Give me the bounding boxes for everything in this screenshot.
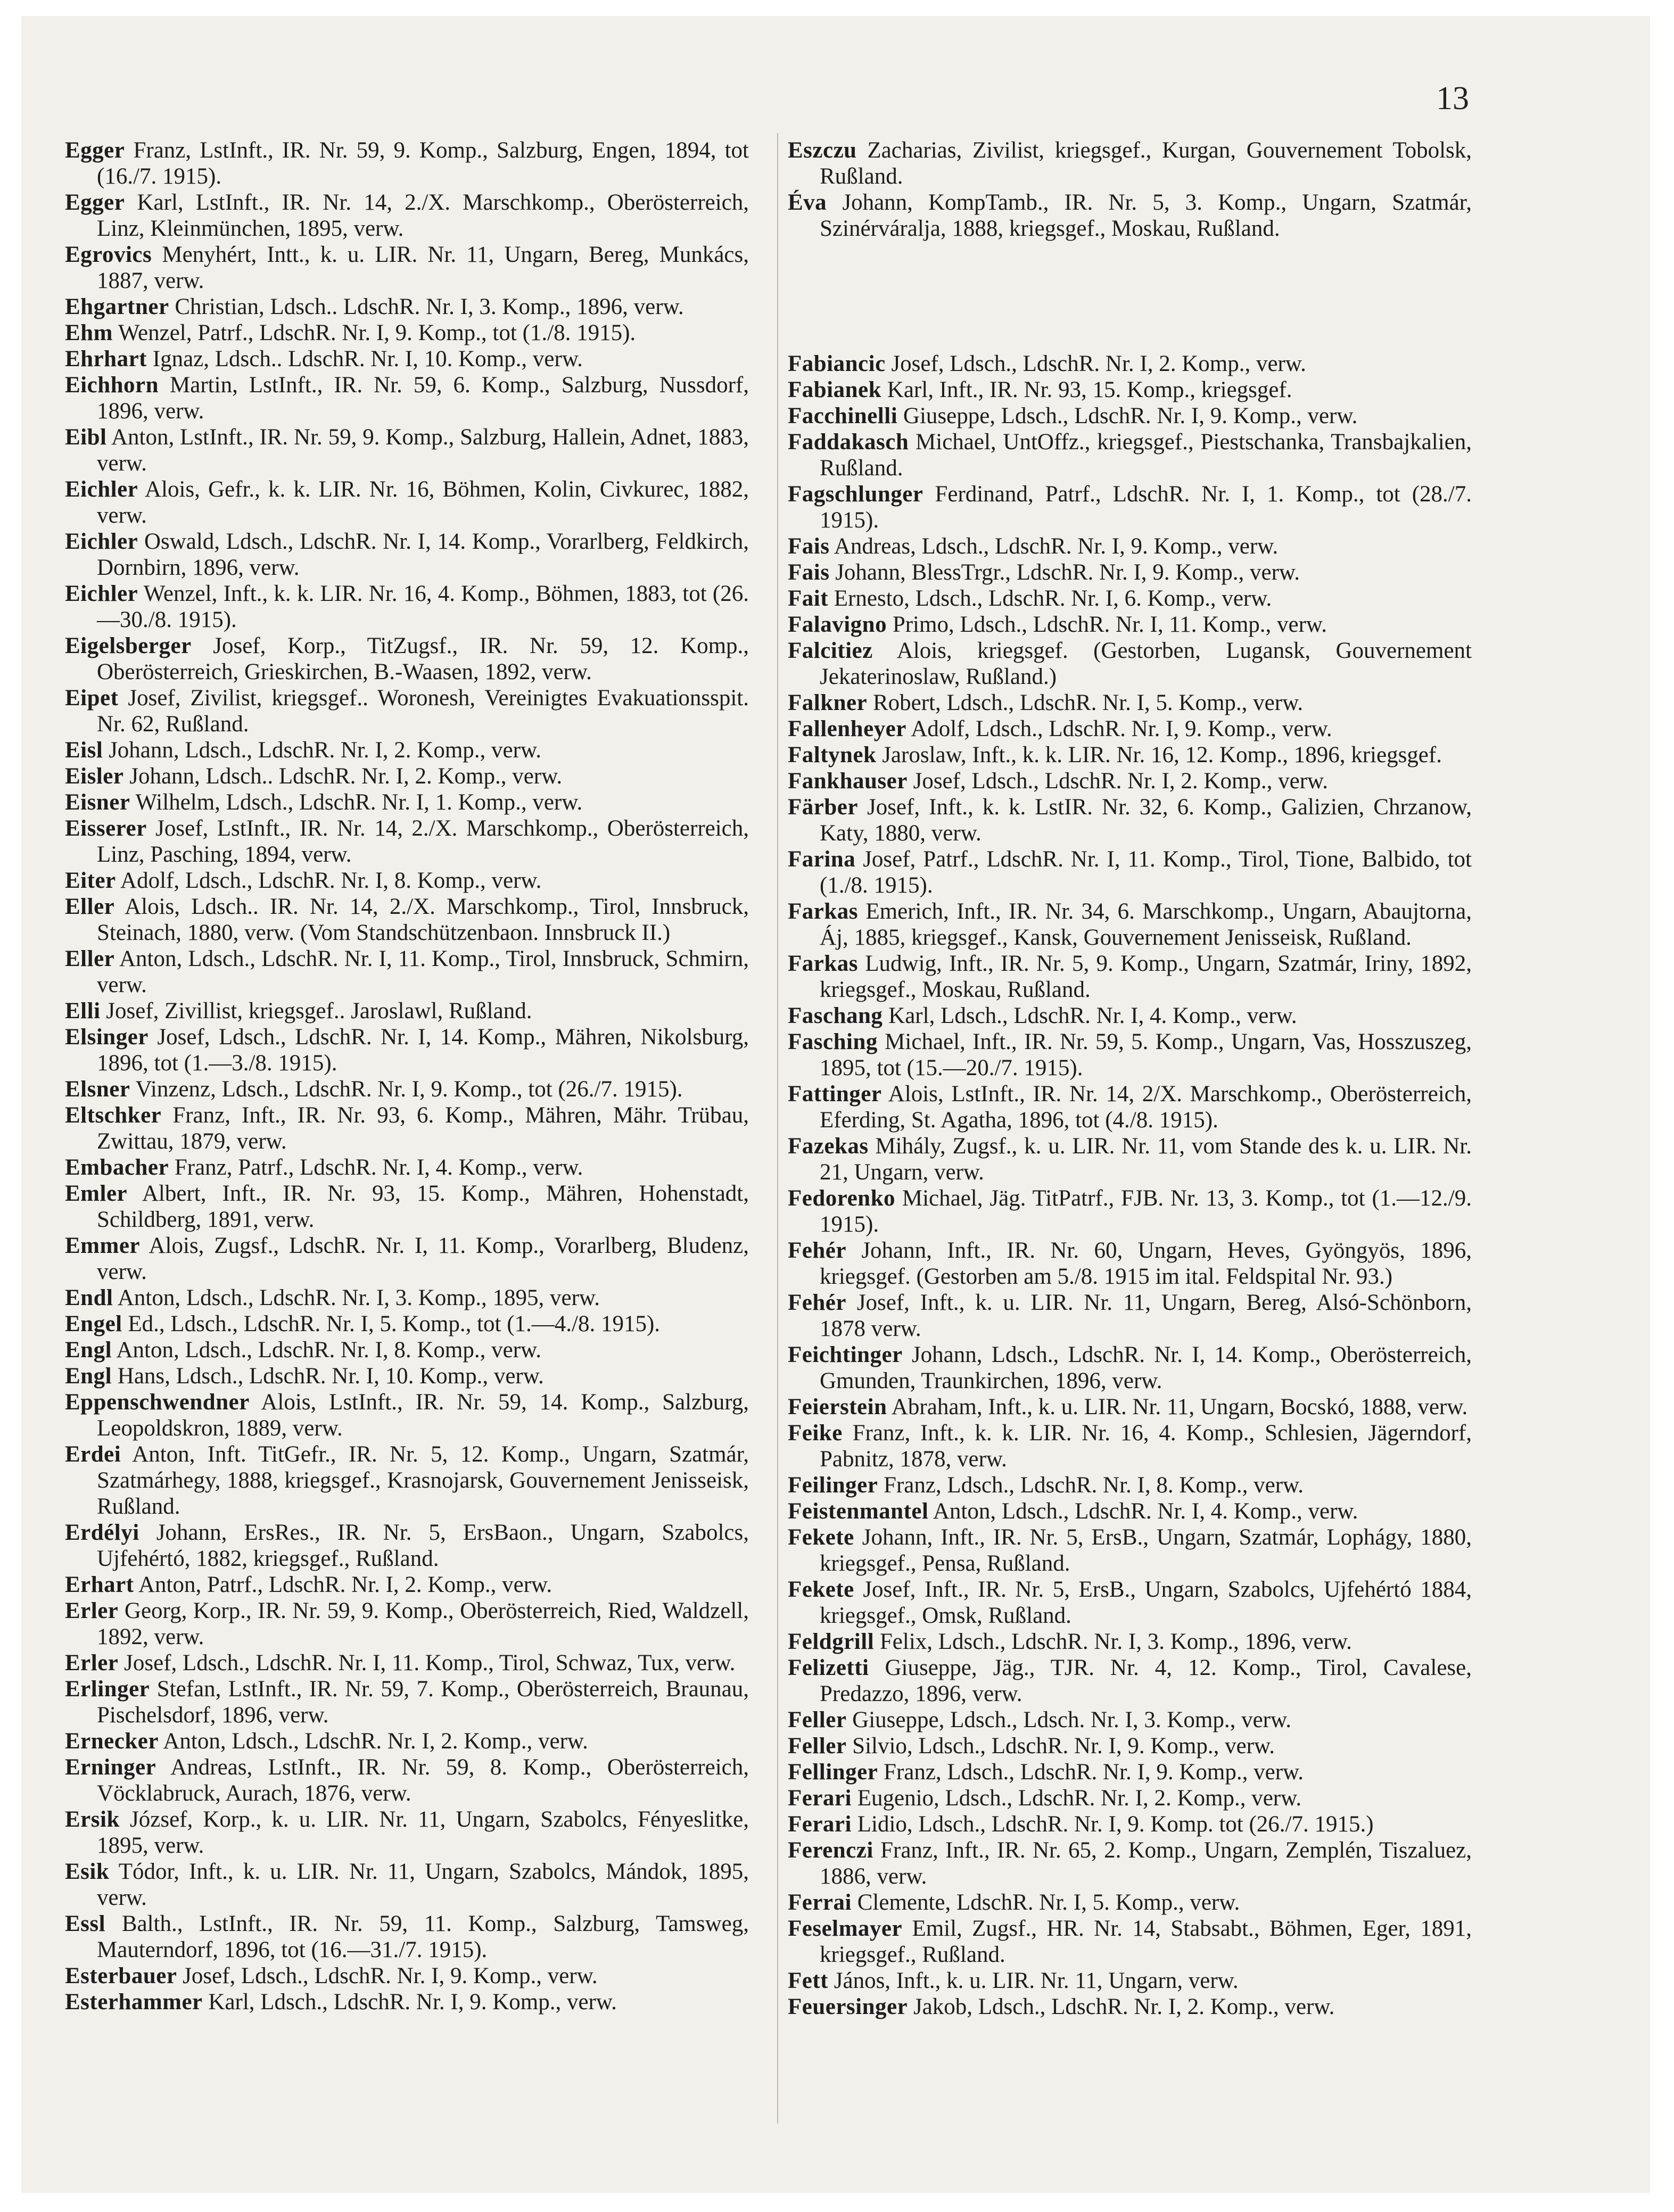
list-item (65, 242, 749, 294)
list-item (65, 1676, 749, 1728)
entry-details: Andreas, LstInft., IR. Nr. 59, 8. Komp., Oberösterreich, Vöcklabruck, Aurach, 1876, verw. (97, 1755, 749, 1806)
entry-surname: Farina (788, 847, 856, 872)
entry-surname: Feller (788, 1707, 847, 1732)
entry-details: Johann, KompTamb., IR. Nr. 5, 3. Komp., Ungarn, Szatmár, Szinérváralja, 1888, kriegsgef., Moskau, Rußland. (820, 190, 1472, 241)
list-item (788, 429, 1472, 481)
list-item (788, 1785, 1472, 1811)
entry-details: Josef, Ldsch., LdschR. Nr. I, 2. Komp., verw. (891, 351, 1306, 376)
entry-details: Ernesto, Ldsch., LdschR. Nr. I, 6. Komp., verw. (834, 586, 1272, 611)
entry-surname: Erlinger (65, 1677, 150, 1702)
entry-details: Ed., Ldsch., LdschR. Nr. I, 5. Komp., tot (1.—4./8. 1915). (128, 1311, 661, 1336)
entry-details: Adolf, Ldsch., LdschR. Nr. I, 8. Komp., verw. (120, 868, 542, 893)
entry-surname: Eibl (65, 425, 107, 450)
entry-surname: Fasching (788, 1029, 878, 1054)
list-item (788, 612, 1472, 638)
entry-details: Martin, LstInft., IR. Nr. 59, 6. Komp., Salzburg, Nussdorf, 1896, verw. (97, 373, 749, 424)
entry-surname: Fabiancic (788, 351, 886, 376)
entry-surname: Eisserer (65, 816, 147, 841)
list-item (65, 1337, 749, 1363)
entry-details: Alois, kriegsgef. (Gestorben, Lugansk, Gouvernement Jekaterinoslaw, Rußland.) (820, 638, 1472, 689)
entry-surname: Fekete (788, 1525, 854, 1550)
entry-surname: Ehm (65, 320, 113, 345)
list-item (65, 1806, 749, 1859)
entry-details: Lidio, Ldsch., LdschR. Nr. I, 9. Komp. tot (26./7. 1915.) (857, 1812, 1374, 1837)
list-item (65, 633, 749, 685)
entry-details: Emerich, Inft., IR. Nr. 34, 6. Marschkomp., Ungarn, Abaujtorna, Áj, 1885, kriegsgef., Kansk, Gouvernement Jenisseisk, Rußland. (820, 899, 1472, 950)
entry-surname: Ferenczi (788, 1838, 873, 1863)
list-item (788, 1733, 1472, 1759)
entry-details: Alois, LstInft., IR. Nr. 59, 14. Komp., Salzburg, Leopoldskron, 1889, verw. (97, 1390, 749, 1441)
entry-details: Adolf, Ldsch., LdschR. Nr. I, 9. Komp., verw. (911, 716, 1332, 741)
entry-details: Oswald, Ldsch., LdschR. Nr. I, 14. Komp., Vorarlberg, Feldkirch, Dornbirn, 1896, verw. (97, 529, 749, 580)
entry-details: Josef, LstInft., IR. Nr. 14, 2./X. Marschkomp., Oberösterreich, Linz, Pasching, 1894, verw. (97, 816, 749, 867)
entry-details: Alois, LstInft., IR. Nr. 14, 2/X. Marschkomp., Oberösterreich, Eferding, St. Agatha, 1896, tot (4./8. 1915). (820, 1082, 1472, 1133)
entry-details: Johann, BlessTrgr., LdschR. Nr. I, 9. Komp., verw. (835, 560, 1300, 585)
list-item (65, 1154, 749, 1181)
list-item (65, 815, 749, 868)
right-column (788, 137, 1472, 2020)
entry-surname: Éva (788, 190, 827, 215)
list-item (788, 351, 1472, 377)
list-item (788, 1655, 1472, 1707)
entry-details: Jaroslaw, Inft., k. k. LIR. Nr. 16, 12. Komp., 1896, kriegsgef. (882, 742, 1442, 767)
entry-surname: Eisler (65, 764, 124, 789)
entry-surname: Faddakasch (788, 430, 909, 455)
list-item (788, 403, 1472, 429)
entry-surname: Eigelsberger (65, 633, 192, 658)
entry-surname: Farkas (788, 899, 858, 924)
entry-details: Albert, Inft., IR. Nr. 93, 15. Komp., Mähren, Hohenstadt, Schildberg, 1891, verw. (97, 1181, 749, 1232)
entry-details: Franz, Inft., IR. Nr. 65, 2. Komp., Ungarn, Zemplén, Tiszaluez, 1886, verw. (820, 1838, 1472, 1889)
entry-details: Josef, Inft., k. k. LstIR. Nr. 32, 6. Komp., Galizien, Chrzanow, Katy, 1880, verw. (820, 795, 1472, 846)
list-item (788, 846, 1472, 898)
entry-surname: Eiter (65, 868, 116, 893)
entry-surname: Falavigno (788, 612, 887, 637)
list-item (788, 585, 1472, 612)
entry-surname: Falcitiez (788, 638, 873, 663)
list-item (788, 1577, 1472, 1629)
entry-surname: Fais (788, 560, 830, 585)
list-item (788, 1968, 1472, 1994)
entry-details: Wenzel, Inft., k. k. LIR. Nr. 16, 4. Komp., Böhmen, 1883, tot (26.—30./8. 1915). (97, 581, 749, 632)
list-item (788, 1342, 1472, 1394)
list-item (788, 481, 1472, 533)
entry-surname: Fellinger (788, 1760, 878, 1785)
list-item (788, 533, 1472, 559)
entry-details: Anton, Ldsch., LdschR. Nr. I, 8. Komp., verw. (116, 1338, 542, 1363)
entry-details: János, Inft., k. u. LIR. Nr. 11, Ungarn, verw. (834, 1968, 1239, 1993)
list-item (65, 1076, 749, 1102)
list-item (788, 716, 1472, 742)
list-item (65, 189, 749, 242)
entry-surname: Feselmayer (788, 1916, 903, 1941)
entry-surname: Fekete (788, 1577, 854, 1602)
list-item (65, 998, 749, 1024)
entry-surname: Feuersinger (788, 1994, 908, 2019)
entry-details: Giuseppe, Ldsch., LdschR. Nr. I, 9. Komp., verw. (903, 403, 1358, 428)
list-item (788, 377, 1472, 403)
entry-details: Michael, UntOffz., kriegsgef., Piestschanka, Transbajkalien, Rußland. (820, 430, 1472, 481)
entry-details: Alois, Zugsf., LdschR. Nr. I, 11. Komp., Vorarlberg, Bludenz, verw. (97, 1233, 749, 1284)
entry-details: Anton, Ldsch., LdschR. Nr. I, 3. Komp., 1895, verw. (117, 1285, 600, 1310)
entry-details: Felix, Ldsch., LdschR. Nr. I, 3. Komp., 1896, verw. (879, 1629, 1352, 1654)
entry-surname: Ehgartner (65, 294, 169, 319)
entry-details: Josef, Ldsch., LdschR. Nr. I, 2. Komp., verw. (913, 769, 1329, 794)
entry-details: Mihály, Zugsf., k. u. LIR. Nr. 11, vom Stande des k. u. LIR. Nr. 21, Ungarn, verw. (820, 1134, 1472, 1185)
entry-surname: Eppenschwendner (65, 1390, 250, 1415)
list-item (65, 294, 749, 320)
entry-surname: Fais (788, 534, 830, 559)
entry-surname: Fazekas (788, 1134, 869, 1159)
entry-details: Josef, Patrf., LdschR. Nr. I, 11. Komp., Tirol, Tione, Balbido, tot (1./8. 1915). (820, 847, 1472, 898)
list-item (788, 1394, 1472, 1420)
entry-surname: Eisner (65, 790, 130, 815)
entry-surname: Feichtinger (788, 1342, 903, 1367)
list-item (65, 1963, 749, 1989)
list-item (788, 559, 1472, 585)
entry-surname: Ferrai (788, 1890, 852, 1915)
entry-surname: Fedorenko (788, 1186, 895, 1211)
entry-details: Johann, Inft., IR. Nr. 60, Ungarn, Heves, Gyöngyös, 1896, kriegsgef. (Gestorben am 5./8. 1915 im ital. Feldspital Nr. 93.) (820, 1238, 1472, 1289)
entry-details: Josef, Ldsch., LdschR. Nr. I, 14. Komp., Mähren, Nikolsburg, 1896, tot (1.—3./8. 1915). (97, 1025, 749, 1076)
entry-surname: Feller (788, 1734, 847, 1759)
entry-details: Josef, Inft., IR. Nr. 5, ErsB., Ungarn, Szabolcs, Ujfehértó 1884, kriegsgef., Omsk, Rußland. (820, 1577, 1472, 1628)
list-item (65, 581, 749, 633)
list-item (65, 1859, 749, 1911)
entry-details: Franz, Inft., k. k. LIR. Nr. 16, 4. Komp., Schlesien, Jägerndorf, Pabnitz, 1878, verw. (820, 1421, 1472, 1472)
list-item (65, 1285, 749, 1311)
entry-details: Franz, Inft., IR. Nr. 93, 6. Komp., Mähren, Mähr. Trübau, Zwittau, 1879, verw. (97, 1103, 749, 1154)
list-item (65, 137, 749, 189)
entry-surname: Engl (65, 1338, 112, 1363)
entry-details: Silvio, Ldsch., LdschR. Nr. I, 9. Komp., verw. (852, 1734, 1275, 1759)
entry-surname: Fankhauser (788, 769, 908, 794)
entry-surname: Endl (65, 1285, 113, 1310)
page-number: 13 (1436, 80, 1469, 117)
entry-details: Johann, Ldsch.. LdschR. Nr. I, 2. Komp., verw. (129, 764, 563, 789)
entry-surname: Ernecker (65, 1729, 159, 1754)
entry-details: Giuseppe, Ldsch., Ldsch. Nr. I, 3. Komp., verw. (852, 1707, 1291, 1732)
entry-details: Johann, Ldsch., LdschR. Nr. I, 14. Komp., Oberösterreich, Gmunden, Traunkirchen, 1896, verw. (820, 1342, 1472, 1393)
entry-surname: Fabianek (788, 377, 882, 402)
entry-details: Anton, Patrf., LdschR. Nr. I, 2. Komp., verw. (138, 1572, 552, 1597)
list-item (788, 1081, 1472, 1133)
list-item (788, 1029, 1472, 1081)
list-item (788, 1133, 1472, 1185)
entry-details: Josef, Ldsch., LdschR. Nr. I, 9. Komp., verw. (183, 1963, 598, 1988)
list-item (65, 1181, 749, 1233)
list-item (65, 1389, 749, 1441)
list-item (65, 320, 749, 346)
entry-details: Franz, Ldsch., LdschR. Nr. I, 9. Komp., verw. (884, 1760, 1304, 1785)
entry-surname: Eisl (65, 738, 103, 763)
entry-details: Abraham, Inft., k. u. LIR. Nr. 11, Ungarn, Bocskó, 1888, verw. (891, 1394, 1468, 1419)
entry-surname: Esterbauer (65, 1963, 177, 1988)
entry-surname: Eszczu (788, 138, 857, 163)
entry-surname: Eller (65, 894, 115, 919)
list-item (788, 768, 1472, 794)
entry-details: Christian, Ldsch.. LdschR. Nr. I, 3. Komp., 1896, verw. (175, 294, 684, 319)
list-item (65, 1650, 749, 1676)
entry-details: Josef, Korp., TitZugsf., IR. Nr. 59, 12. Komp., Oberösterreich, Grieskirchen, B.-Waasen, 1892, verw. (97, 633, 749, 684)
list-item (788, 1994, 1472, 2020)
list-item (788, 690, 1472, 716)
entry-surname: Feilinger (788, 1473, 878, 1498)
entry-surname: Fett (788, 1968, 828, 1993)
entry-surname: Falkner (788, 690, 868, 715)
left-column (65, 137, 749, 2015)
entry-surname: Egrovics (65, 242, 152, 267)
entry-details: Menyhért, Intt., k. u. LIR. Nr. 11, Ungarn, Bereg, Munkács, 1887, verw. (97, 242, 749, 293)
entry-details: Anton, Ldsch., LdschR. Nr. I, 11. Komp., Tirol, Innsbruck, Schmirn, verw. (97, 946, 749, 997)
entry-details: Giuseppe, Jäg., TJR. Nr. 4, 12. Komp., Tirol, Cavalese, Predazzo, 1896, verw. (820, 1655, 1472, 1706)
entry-surname: Esik (65, 1859, 110, 1884)
entry-surname: Engel (65, 1311, 122, 1336)
entry-surname: Erler (65, 1650, 119, 1675)
entry-surname: Erdélyi (65, 1520, 139, 1545)
entry-surname: Esterhammer (65, 1990, 203, 2015)
entry-details: Jakob, Ldsch., LdschR. Nr. I, 2. Komp., verw. (913, 1994, 1335, 2019)
list-item (788, 951, 1472, 1003)
entry-surname: Feierstein (788, 1394, 887, 1419)
list-item (65, 424, 749, 476)
entry-surname: Fattinger (788, 1082, 882, 1107)
list-item (65, 763, 749, 789)
entry-details: Johann, ErsRes., IR. Nr. 5, ErsBaon., Ungarn, Szabolcs, Ujfehértó, 1882, kriegsgef., Rußland. (97, 1520, 749, 1571)
list-item (788, 1707, 1472, 1733)
entry-surname: Engl (65, 1364, 112, 1389)
list-item (788, 1420, 1472, 1472)
list-item (65, 1598, 749, 1650)
entry-details: Franz, Ldsch., LdschR. Nr. I, 8. Komp., verw. (884, 1473, 1304, 1498)
entry-surname: Erler (65, 1598, 119, 1623)
entry-surname: Feldgrill (788, 1629, 875, 1654)
list-item (65, 685, 749, 737)
entry-surname: Ehrhart (65, 346, 147, 372)
entry-surname: Erninger (65, 1755, 156, 1780)
entry-surname: Erhart (65, 1572, 134, 1597)
list-item (65, 529, 749, 581)
list-item (65, 1572, 749, 1598)
entry-surname: Färber (788, 795, 858, 820)
entry-details: Tódor, Inft., k. u. LIR. Nr. 11, Ungarn, Szabolcs, Mándok, 1895, verw. (97, 1859, 749, 1910)
column-divider (777, 133, 778, 2124)
list-item (788, 1889, 1472, 1916)
entry-surname: Elsner (65, 1077, 130, 1102)
list-item (65, 372, 749, 424)
list-item (788, 1185, 1472, 1237)
entry-surname: Faschang (788, 1003, 883, 1028)
list-item (65, 1233, 749, 1285)
list-item (65, 1728, 749, 1754)
entry-surname: Eichler (65, 477, 138, 502)
list-item (65, 1911, 749, 1963)
entry-surname: Emler (65, 1181, 128, 1206)
entry-surname: Fehér (788, 1290, 846, 1315)
entry-details: Karl, Inft., IR. Nr. 93, 15. Komp., kriegsgef. (887, 377, 1292, 402)
entry-surname: Fehér (788, 1238, 846, 1263)
list-item (65, 1441, 749, 1520)
entry-details: Anton, LstInft., IR. Nr. 59, 9. Komp., Salzburg, Hallein, Adnet, 1883, verw. (97, 425, 749, 476)
list-item (65, 868, 749, 894)
entry-details: Zacharias, Zivilist, kriegsgef., Kurgan, Gouvernement Tobolsk, Rußland. (820, 138, 1472, 189)
entry-surname: Fagschlunger (788, 482, 923, 507)
list-item (788, 1290, 1472, 1342)
entry-details: Michael, Inft., IR. Nr. 59, 5. Komp., Ungarn, Vas, Hosszuszeg, 1895, tot (15.—20./7. 1915). (820, 1029, 1472, 1080)
list-item (788, 1498, 1472, 1524)
list-item (65, 1363, 749, 1389)
entry-details: Balth., LstInft., IR. Nr. 59, 11. Komp., Salzburg, Tamsweg, Mauterndorf, 1896, tot (16.—31./7. 1915). (97, 1911, 749, 1962)
entry-details: Emil, Zugsf., HR. Nr. 14, Stabsabt., Böhmen, Eger, 1891, kriegsgef., Rußland. (820, 1916, 1472, 1967)
list-item (788, 1811, 1472, 1837)
entry-details: Clemente, LdschR. Nr. I, 5. Komp., verw. (857, 1890, 1240, 1915)
list-item (788, 794, 1472, 846)
entry-surname: Elli (65, 998, 101, 1024)
entry-details: Alois, Gefr., k. k. LIR. Nr. 16, Böhmen, Kolin, Civkurec, 1882, verw. (97, 477, 749, 528)
list-item (788, 1916, 1472, 1968)
list-item (788, 1759, 1472, 1785)
list-item (65, 346, 749, 372)
entry-surname: Egger (65, 190, 125, 215)
entry-details: Johann, Inft., IR. Nr. 5, ErsB., Ungarn, Szatmár, Lophágy, 1880, kriegsgef., Pensa, Rußland. (820, 1525, 1472, 1576)
entry-details: Ferdinand, Patrf., LdschR. Nr. I, 1. Komp., tot (28./7. 1915). (820, 482, 1472, 533)
entry-surname: Elsinger (65, 1025, 149, 1050)
entry-details: József, Korp., k. u. LIR. Nr. 11, Ungarn, Szabolcs, Fényeslitke, 1895, verw. (97, 1807, 749, 1858)
entry-surname: Essl (65, 1911, 106, 1936)
list-item (788, 137, 1472, 189)
entry-surname: Eller (65, 946, 115, 971)
entry-details: Franz, LstInft., IR. Nr. 59, 9. Komp., Salzburg, Engen, 1894, tot (16./7. 1915). (97, 138, 749, 189)
entry-details: Johann, Ldsch., LdschR. Nr. I, 2. Komp., verw. (109, 738, 541, 763)
entry-details: Franz, Patrf., LdschR. Nr. I, 4. Komp., verw. (174, 1155, 583, 1180)
entry-details: Wilhelm, Ldsch., LdschR. Nr. I, 1. Komp., verw. (135, 790, 583, 815)
entry-surname: Faltynek (788, 742, 877, 767)
entry-details: Ludwig, Inft., IR. Nr. 5, 9. Komp., Ungarn, Szatmár, Iriny, 1892, kriegsgef., Moskau, Rußland. (820, 951, 1472, 1002)
entry-surname: Feike (788, 1421, 843, 1446)
entry-surname: Eichler (65, 581, 138, 606)
entry-surname: Fallenheyer (788, 716, 906, 741)
entry-surname: Eichhorn (65, 373, 159, 398)
entry-details: Stefan, LstInft., IR. Nr. 59, 7. Komp., Oberösterreich, Braunau, Pischelsdorf, 1896, verw. (97, 1677, 749, 1728)
list-item (65, 476, 749, 529)
entry-details: Michael, Jäg. TitPatrf., FJB. Nr. 13, 3. Komp., tot (1.—12./9. 1915). (820, 1186, 1472, 1237)
list-item (65, 1520, 749, 1572)
list-item (788, 1837, 1472, 1889)
entry-surname: Eltschker (65, 1103, 162, 1128)
entry-surname: Eipet (65, 686, 119, 711)
document-page (21, 16, 1650, 2193)
entry-details: Robert, Ldsch., LdschR. Nr. I, 5. Komp., verw. (872, 690, 1304, 715)
list-item (788, 742, 1472, 768)
entry-details: Anton, Ldsch., LdschR. Nr. I, 2. Komp., verw. (163, 1729, 588, 1754)
list-item (788, 638, 1472, 690)
entry-details: Josef, Zivilist, kriegsgef.. Woronesh, Vereinigtes Evakuationsspit. Nr. 62, Rußland. (97, 686, 749, 737)
entry-details: Ignaz, Ldsch.. LdschR. Nr. I, 10. Komp., verw. (152, 346, 583, 372)
entry-surname: Embacher (65, 1155, 169, 1180)
entry-details: Alois, Ldsch.. IR. Nr. 14, 2./X. Marschkomp., Tirol, Innsbruck, Steinach, 1880, verw. (Vom Standschützenbaon. Innsbruck II.) (97, 894, 749, 945)
list-item (65, 737, 749, 763)
entry-surname: Felizetti (788, 1655, 869, 1680)
entry-surname: Ferari (788, 1786, 852, 1811)
list-item (65, 1102, 749, 1154)
entry-details: Andreas, Ldsch., LdschR. Nr. I, 9. Komp., verw. (834, 534, 1279, 559)
list-item (788, 1629, 1472, 1655)
list-item (788, 1003, 1472, 1029)
entry-surname: Farkas (788, 951, 858, 976)
entry-surname: Ersik (65, 1807, 120, 1832)
entry-details: Anton, Ldsch., LdschR. Nr. I, 4. Komp., verw. (933, 1499, 1358, 1524)
list-item (65, 1024, 749, 1076)
list-item (65, 946, 749, 998)
entry-details: Karl, LstInft., IR. Nr. 14, 2./X. Marschkomp., Oberösterreich, Linz, Kleinmünchen, 1895, verw. (97, 190, 749, 241)
entry-surname: Egger (65, 138, 125, 163)
entry-surname: Erdei (65, 1442, 121, 1467)
entry-details: Wenzel, Patrf., LdschR. Nr. I, 9. Komp., tot (1./8. 1915). (118, 320, 636, 345)
entry-details: Karl, Ldsch., LdschR. Nr. I, 4. Komp., verw. (888, 1003, 1297, 1028)
entry-surname: Feistenmantel (788, 1499, 929, 1524)
entry-surname: Facchinelli (788, 403, 898, 428)
entry-details: Anton, Inft. TitGefr., IR. Nr. 5, 12. Komp., Ungarn, Szatmár, Szatmárhegy, 1888, kriegsgef., Krasnojarsk, Gouvernement Jenisseisk, Rußland. (97, 1442, 749, 1519)
list-item (65, 1989, 749, 2015)
list-item (65, 789, 749, 815)
list-item (788, 898, 1472, 951)
entry-details: Vinzenz, Ldsch., LdschR. Nr. I, 9. Komp., tot (26./7. 1915). (135, 1077, 683, 1102)
list-item (65, 1311, 749, 1337)
entry-details: Josef, Zivillist, kriegsgef.. Jaroslawl, Rußland. (106, 998, 532, 1024)
entry-details: Eugenio, Ldsch., LdschR. Nr. I, 2. Komp., verw. (857, 1786, 1302, 1811)
list-item (788, 1524, 1472, 1577)
list-item (788, 189, 1472, 242)
list-item (65, 894, 749, 946)
entry-surname: Ferari (788, 1812, 852, 1837)
entry-details: Karl, Ldsch., LdschR. Nr. I, 9. Komp., verw. (208, 1990, 617, 2015)
entry-details: Georg, Korp., IR. Nr. 59, 9. Komp., Oberösterreich, Ried, Waldzell, 1892, verw. (97, 1598, 749, 1649)
list-item (65, 1754, 749, 1806)
entry-details: Primo, Ldsch., LdschR. Nr. I, 11. Komp., verw. (892, 612, 1327, 637)
entry-details: Josef, Ldsch., LdschR. Nr. I, 11. Komp., Tirol, Schwaz, Tux, verw. (124, 1650, 736, 1675)
entry-surname: Emmer (65, 1233, 140, 1258)
entry-surname: Eichler (65, 529, 138, 554)
list-item (788, 1237, 1472, 1290)
entry-surname: Fait (788, 586, 829, 611)
entry-details: Josef, Inft., k. u. LIR. Nr. 11, Ungarn, Bereg, Alsó-Schönborn, 1878 verw. (820, 1290, 1472, 1341)
entry-details: Hans, Ldsch., LdschR. Nr. I, 10. Komp., verw. (117, 1364, 544, 1389)
list-item (788, 1472, 1472, 1498)
